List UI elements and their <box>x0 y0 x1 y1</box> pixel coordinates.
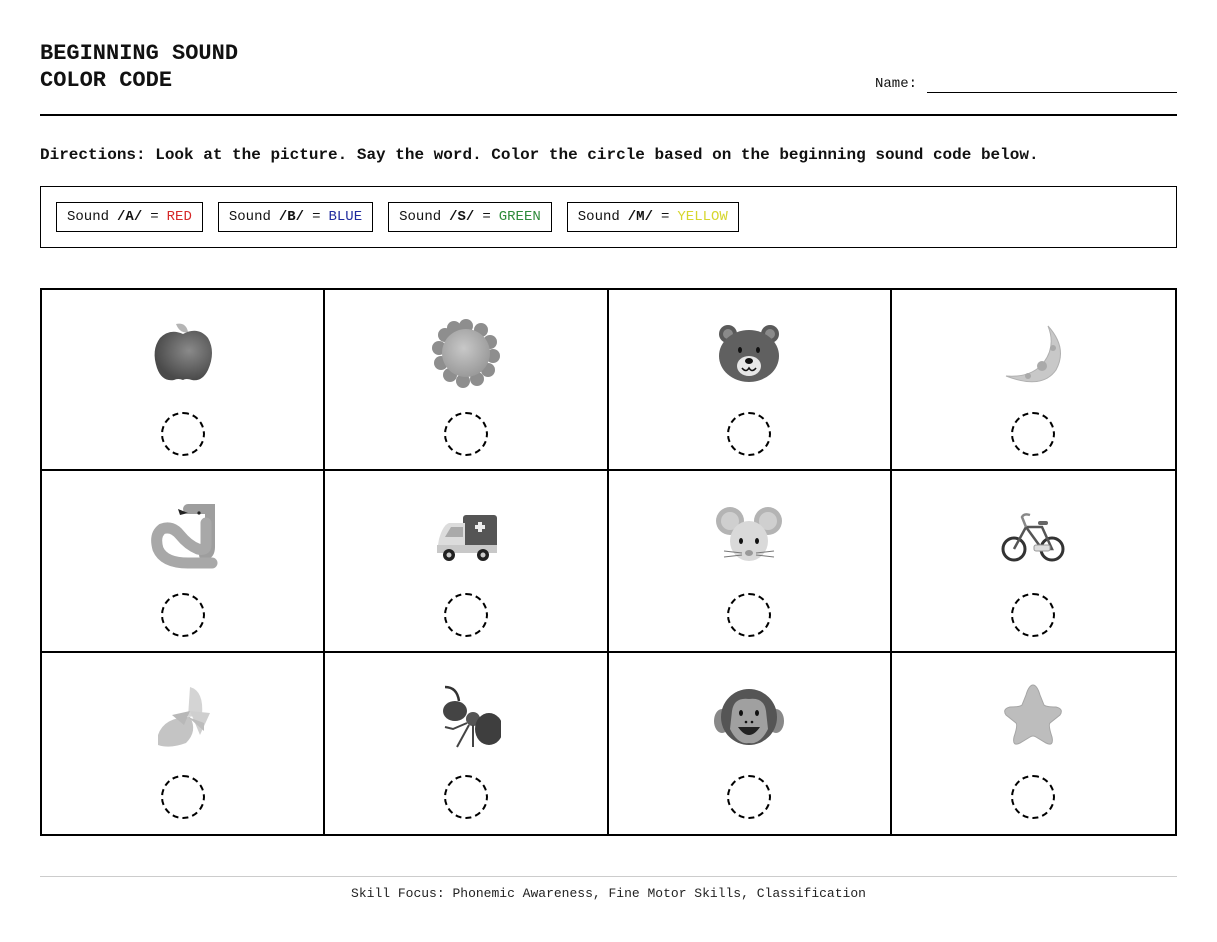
key-item-s <box>388 202 552 232</box>
coloring-circle[interactable] <box>1011 412 1055 456</box>
coloring-circle[interactable] <box>727 775 771 819</box>
key-prefix: Sound <box>67 209 110 225</box>
grid-cell-apple <box>42 290 325 471</box>
ambulance-icon <box>431 499 501 569</box>
grid-cell-bear <box>609 290 892 471</box>
apple-icon <box>148 318 218 388</box>
coloring-circle[interactable] <box>161 775 205 819</box>
coloring-circle[interactable] <box>1011 775 1055 819</box>
grid-cell-monkey <box>609 653 892 834</box>
name-field <box>875 75 1177 93</box>
key-equals: = <box>150 209 159 225</box>
grid-cell-moon <box>892 290 1175 471</box>
key-prefix: Sound <box>228 209 271 225</box>
key-sound: /S/ <box>449 209 475 225</box>
key-color-yellow: YELLOW <box>677 209 728 225</box>
footer-divider <box>40 876 1177 877</box>
key-prefix: Sound <box>399 209 442 225</box>
color-code-key <box>40 186 1177 248</box>
key-equals: = <box>661 209 670 225</box>
key-item-a <box>56 202 203 232</box>
bear-icon <box>714 318 784 388</box>
worksheet-title <box>40 40 238 94</box>
coloring-circle[interactable] <box>161 412 205 456</box>
monkey-icon <box>714 681 784 751</box>
title-line-1: BEGINNING SOUND <box>40 41 239 66</box>
key-prefix: Sound <box>577 209 620 225</box>
key-item-m <box>567 202 739 232</box>
directions-text: Directions: Look at the picture. Say the word. Color the circle based on the beginning sound code below. <box>40 146 1039 164</box>
grid-cell-ambulance <box>325 471 608 652</box>
mouse-icon <box>714 499 784 569</box>
moon-icon <box>998 318 1068 388</box>
ant-icon <box>431 681 501 751</box>
coloring-circle[interactable] <box>444 412 488 456</box>
coloring-circle[interactable] <box>1011 593 1055 637</box>
snake-icon <box>148 499 218 569</box>
worksheet-header <box>40 40 1177 116</box>
sun-icon <box>431 318 501 388</box>
coloring-circle[interactable] <box>444 775 488 819</box>
coloring-circle[interactable] <box>727 593 771 637</box>
skill-focus-footer: Skill Focus: Phonemic Awareness, Fine Motor Skills, Classification <box>351 886 866 901</box>
grid-cell-snake <box>42 471 325 652</box>
key-color-red: RED <box>166 209 192 225</box>
key-equals: = <box>312 209 321 225</box>
key-sound: /M/ <box>627 209 653 225</box>
coloring-circle[interactable] <box>727 412 771 456</box>
grid-cell-sun <box>325 290 608 471</box>
key-sound: /A/ <box>117 209 143 225</box>
name-blank-line[interactable] <box>927 77 1177 93</box>
key-color-blue: BLUE <box>328 209 363 225</box>
grid-cell-banana <box>42 653 325 834</box>
grid-cell-ant <box>325 653 608 834</box>
picture-grid <box>40 288 1177 836</box>
coloring-circle[interactable] <box>444 593 488 637</box>
name-label: Name: <box>874 76 917 92</box>
key-color-green: GREEN <box>498 209 541 225</box>
key-sound: /B/ <box>278 209 305 225</box>
bicycle-icon <box>998 499 1068 569</box>
coloring-circle[interactable] <box>161 593 205 637</box>
star-icon <box>998 681 1068 751</box>
title-line-2: COLOR CODE <box>40 68 173 93</box>
key-equals: = <box>482 209 491 225</box>
grid-cell-star <box>892 653 1175 834</box>
banana-icon <box>148 681 218 751</box>
grid-cell-bicycle <box>892 471 1175 652</box>
key-item-b <box>218 202 373 232</box>
grid-cell-mouse <box>609 471 892 652</box>
